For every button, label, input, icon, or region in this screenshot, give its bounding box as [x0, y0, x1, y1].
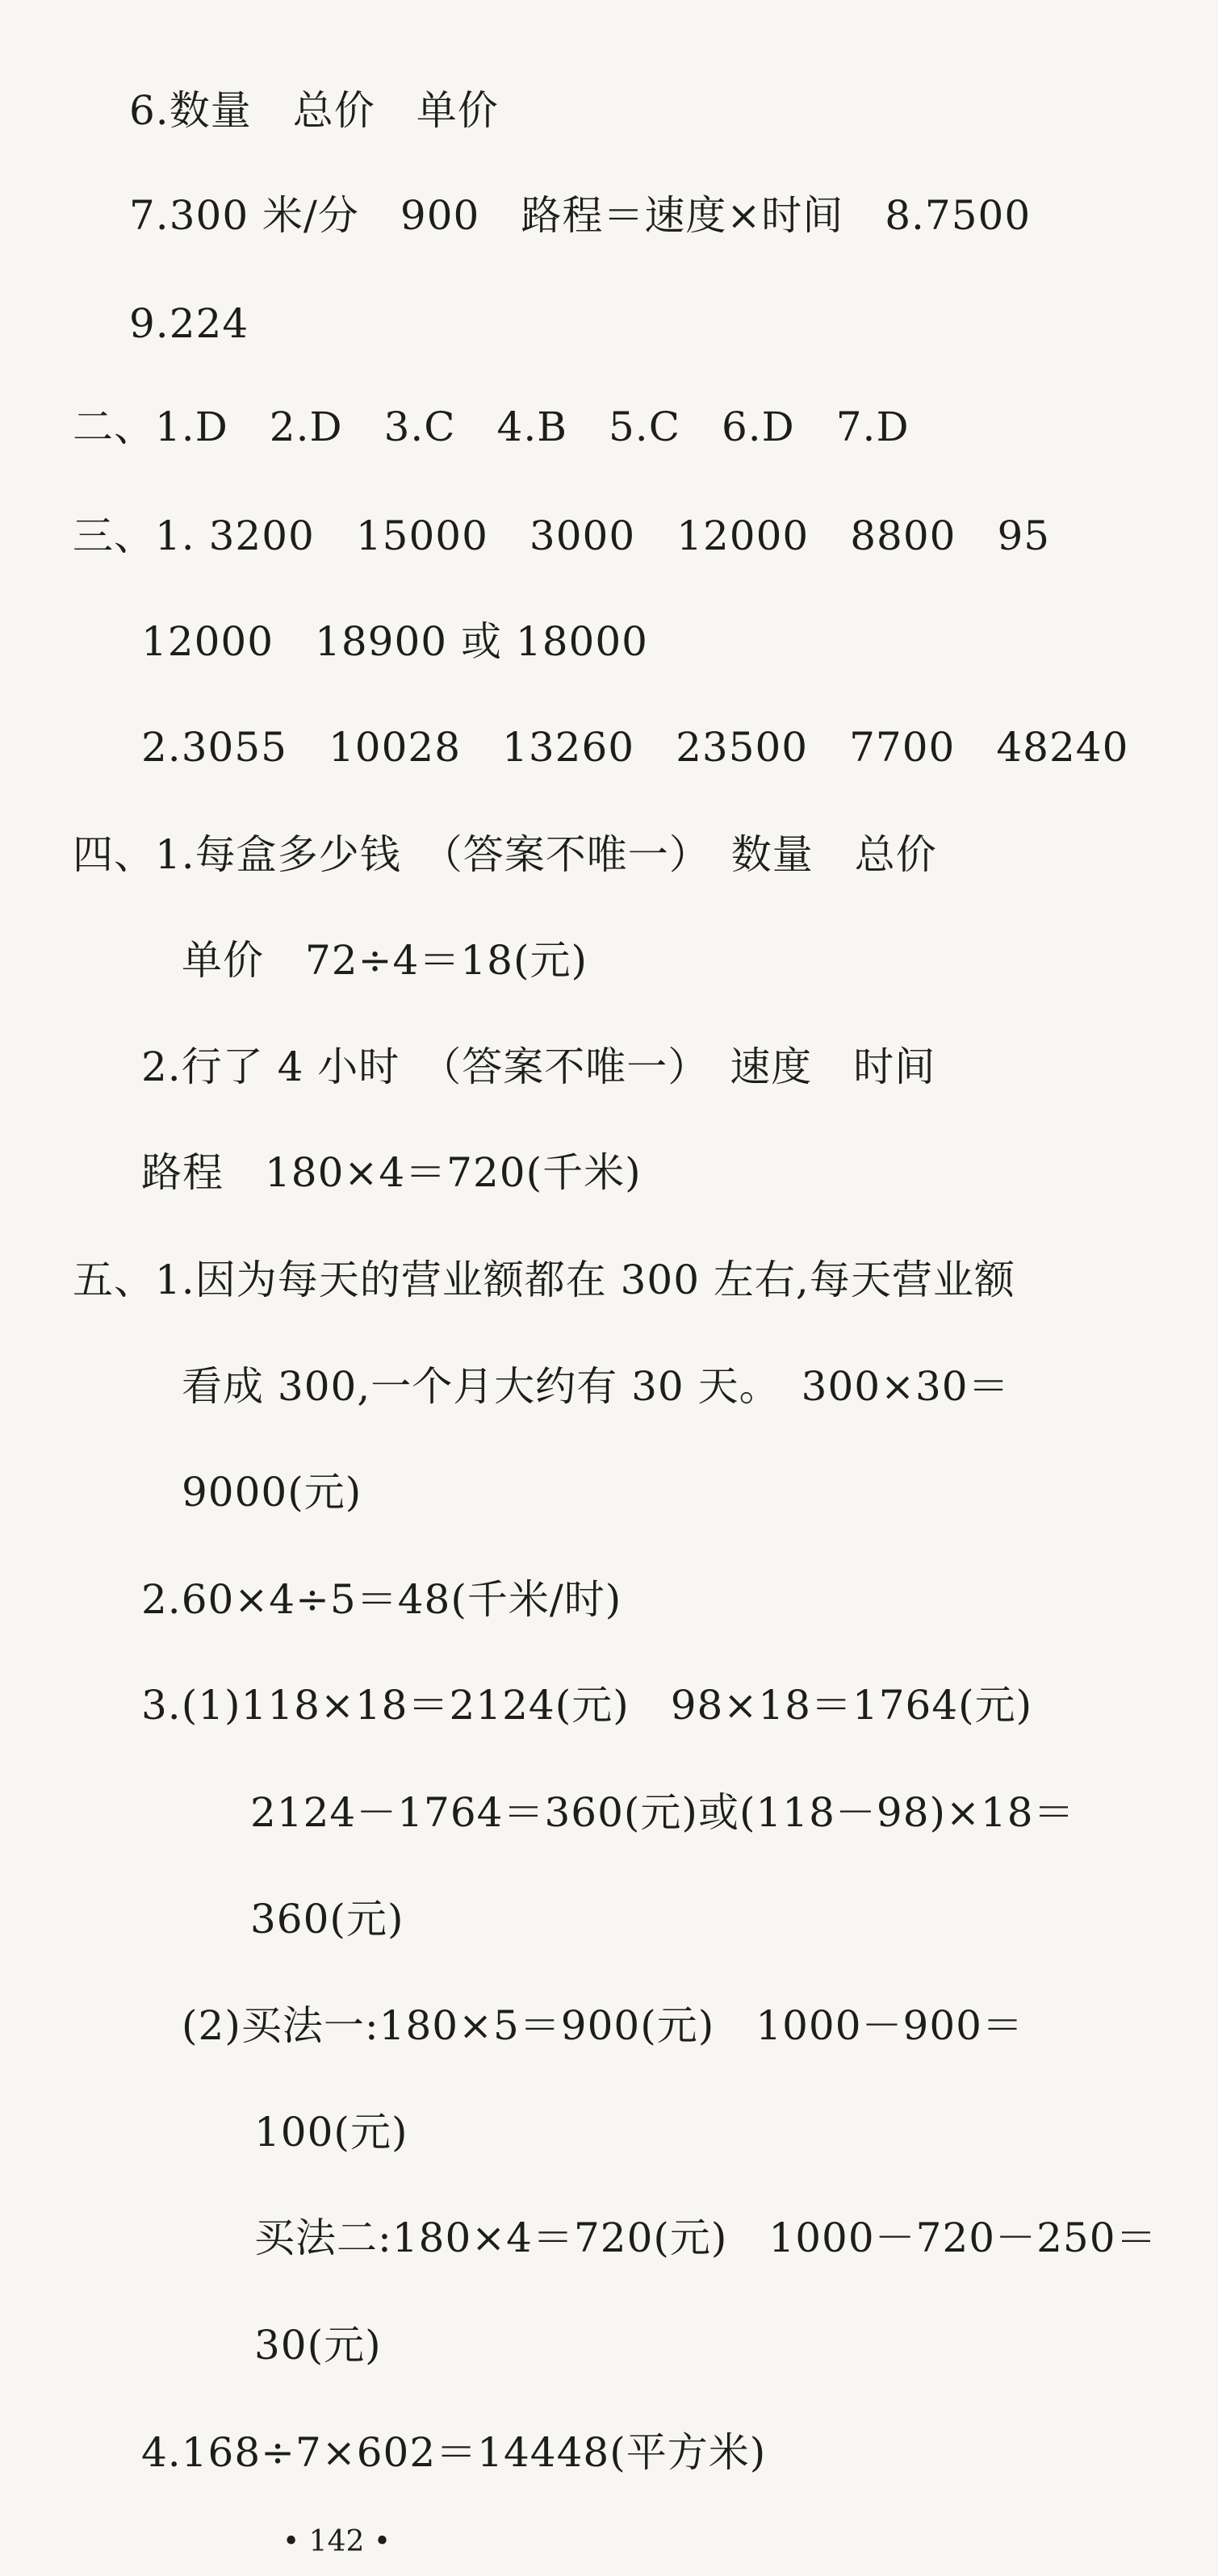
answer-line-8: 四、1.每盒多少钱 （答案不唯一） 数量 总价 — [73, 831, 937, 878]
answer-line-11: 路程 180×4＝720(千米) — [141, 1149, 642, 1196]
answer-line-23: 4.168÷7×602＝14448(平方米) — [141, 2429, 767, 2476]
answer-line-10: 2.行了 4 小时 （答案不唯一） 速度 时间 — [141, 1043, 936, 1090]
answer-line-16: 3.(1)118×18＝2124(元) 98×18＝1764(元) — [141, 1682, 1033, 1729]
answer-line-13: 看成 300,一个月大约有 30 天。 300×30＝ — [182, 1363, 1010, 1410]
page-number: • 142 • — [283, 2525, 391, 2558]
answer-line-4: 二、1.D 2.D 3.C 4.B 5.C 6.D 7.D — [73, 404, 910, 450]
answer-line-14: 9000(元) — [182, 1469, 362, 1516]
answer-line-18: 360(元) — [250, 1896, 404, 1942]
answer-line-9: 单价 72÷4＝18(元) — [182, 937, 588, 984]
answer-line-5: 三、1. 3200 15000 3000 12000 8800 95 — [73, 512, 1051, 559]
answer-line-17: 2124－1764＝360(元)或(118－98)×18＝ — [250, 1789, 1075, 1836]
answer-line-6: 12000 18900 或 18000 — [141, 618, 648, 665]
answer-line-19: (2)买法一:180×5＝900(元) 1000－900＝ — [182, 2002, 1023, 2049]
answer-line-21: 买法二:180×4＝720(元) 1000－720－250＝ — [254, 2214, 1157, 2261]
answer-line-22: 30(元) — [254, 2322, 382, 2369]
answer-line-12: 五、1.因为每天的营业额都在 300 左右,每天营业额 — [73, 1257, 1015, 1303]
answer-line-15: 2.60×4÷5＝48(千米/时) — [141, 1576, 622, 1623]
answer-line-7: 2.3055 10028 13260 23500 7700 48240 — [141, 724, 1129, 771]
answer-line-20: 100(元) — [254, 2109, 408, 2156]
answer-line-3: 9.224 — [129, 300, 249, 347]
answer-line-1: 6.数量 总价 单价 — [129, 87, 499, 134]
answer-line-2: 7.300 米/分 900 路程＝速度×时间 8.7500 — [129, 192, 1032, 239]
